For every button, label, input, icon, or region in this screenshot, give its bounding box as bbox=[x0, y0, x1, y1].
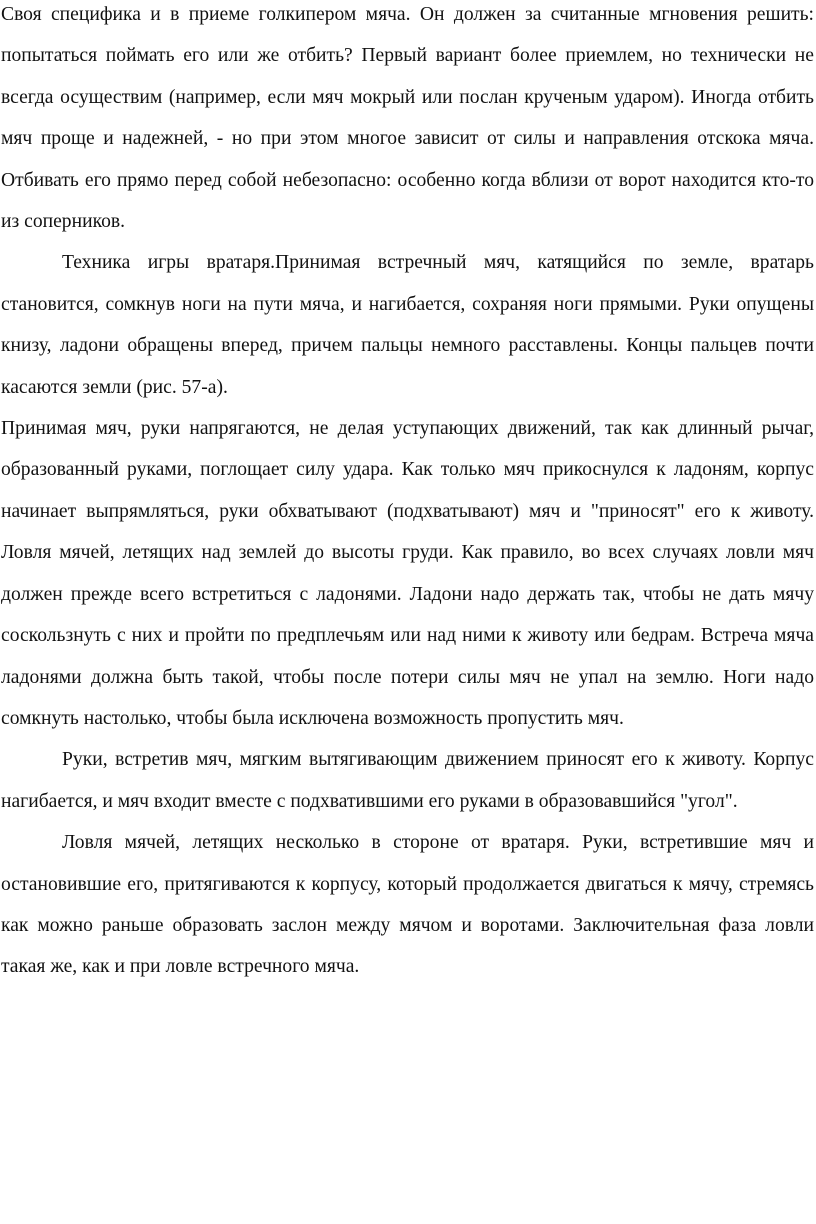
paragraph-goalkeeper-specifics: Своя специфика и в приеме голкипером мяча. Он должен за считанные мгновения решить: попытаться поймать его или же отбить? Первый вариант более приемлем, но технически не всегда осуществим (например, если мяч мокрый или послан крученым ударом). Иногда отбить мяч проще и надежней, - но при этом многое зависит от силы и направления отскока мяча. Отбивать его прямо перед собой небезопасно: особенно когда вблизи от ворот находится кто-то из соперников. bbox=[1, 4, 814, 233]
paragraph-catching-side-balls: Ловля мячей, летящих несколько в стороне от вратаря. Руки, встретившие мяч и остановившие его, притягиваются к корпусу, который продолжается двигаться к мячу, стремясь как можно раньше образовать заслон между мячом и воротами. Заключительная фаза ловли такая же, как и при ловле встречного мяча. bbox=[1, 832, 814, 978]
paragraph-bringing-to-stomach: Руки, встретив мяч, мягким вытягивающим движением приносят его к животу. Корпус нагибается, и мяч входит вместе с подхватившими его руками в образовавшийся "угол". bbox=[1, 749, 814, 812]
paragraph-catching-chest-height: Принимая мяч, руки напрягаются, не делая уступающих движений, так как длинный рычаг, образованный руками, поглощает силу удара. Как только мяч прикоснулся к ладоням, корпус начинает выпрямляться, руки обхватывают (подхватывают) мяч и "приносят" его к животу. Ловля мячей, летящих над землей до высоты груди. Как правило, во всех случаях ловли мяч должен прежде всего встретиться с ладонями. Ладони надо держать так, чтобы не дать мячу соскользнуть с них и пройти по предплечьям или над ними к животу или бедрам. Встреча мяча ладонями должна быть такой, чтобы после потери силы мяч не упал на землю. Ноги надо сомкнуть настолько, чтобы была исключена возможность пропустить мяч. bbox=[1, 418, 814, 729]
paragraph-goalkeeper-technique: Техника игры вратаря.Принимая встречный мяч, катящийся по земле, вратарь становится, сомкнув ноги на пути мяча, и нагибается, сохраняя ноги прямыми. Руки опущены книзу, ладони обращены вперед, причем пальцы немного расставлены. Концы пальцев почти касаются земли (рис. 57-а). bbox=[1, 252, 814, 398]
